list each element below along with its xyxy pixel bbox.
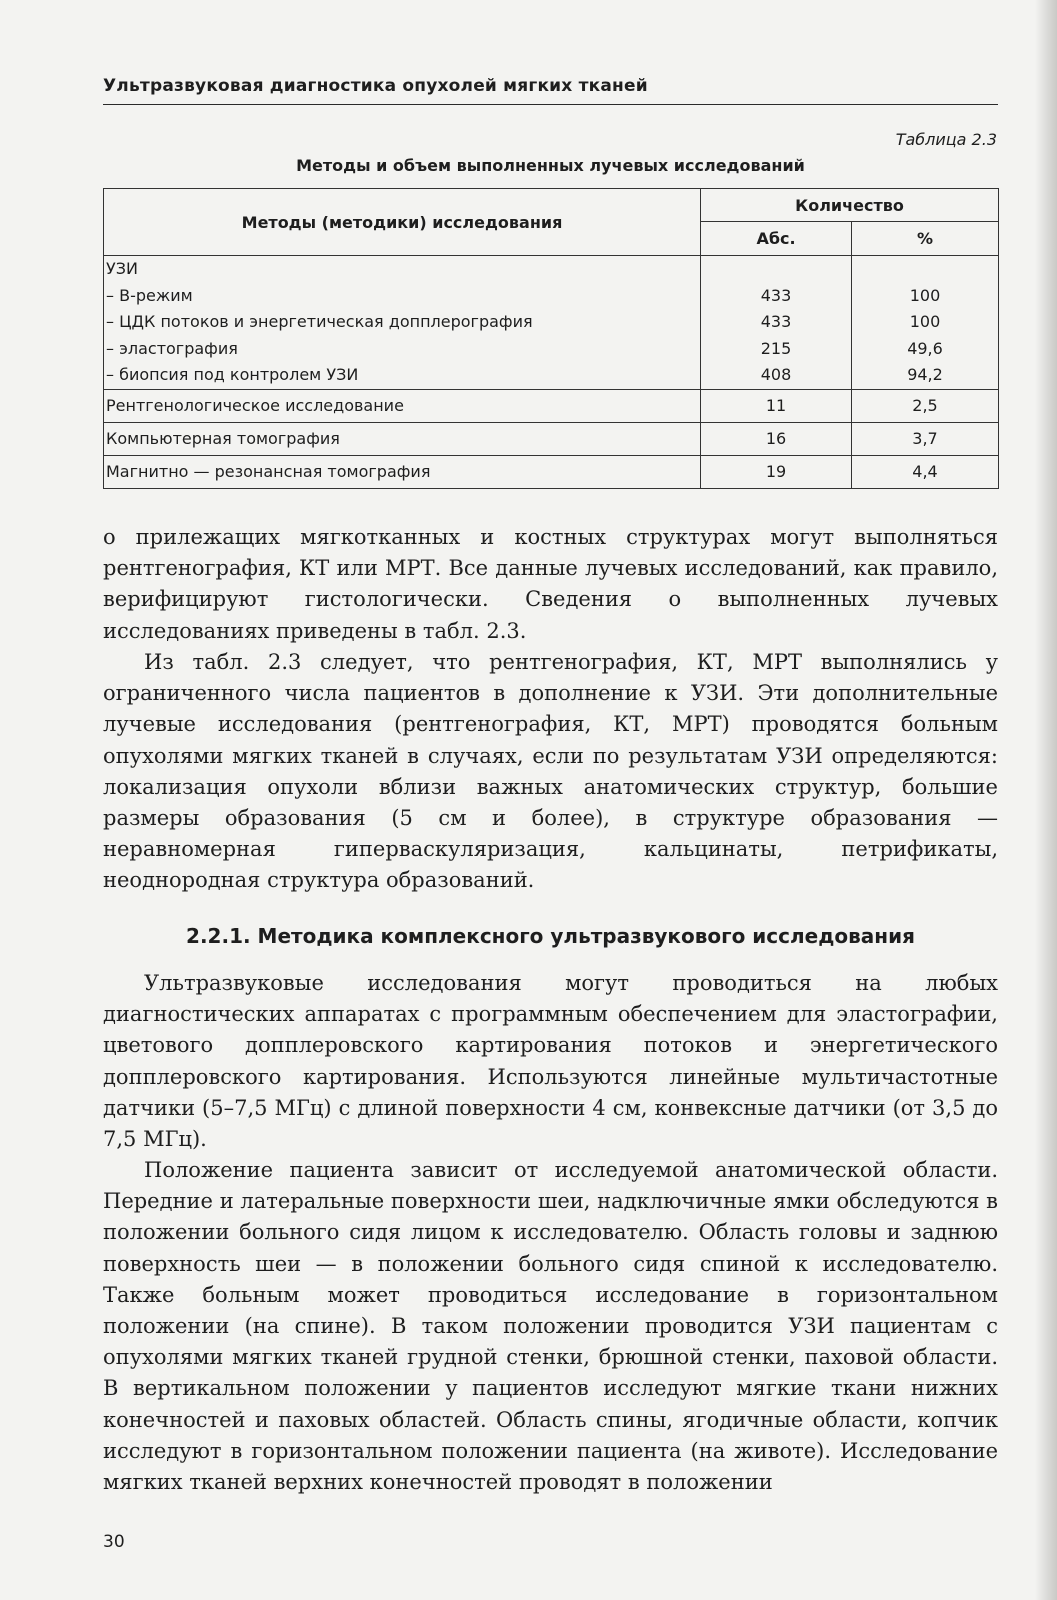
abs-cell: 19 (701, 455, 852, 488)
paragraph-continuation: о прилежащих мягкотканных и костных структурах могут выполняться рентгенография, КТ или МРТ. Все данные лучевых исследований, как правило, верифицируют гистологически. Сведения о выполненных лучевых исследованиях приведены в табл. 2.3. (103, 525, 998, 643)
table-row (104, 389, 999, 422)
running-head: Ультразвуковая диагностика опухолей мягких тканей (103, 76, 648, 96)
paragraph: Положение пациента зависит от исследуемой анатомической области. Передние и латеральные поверхности шеи, надключичные ямки обследуются в положении больного сидя лицом к исследователю. Область головы и заднюю поверхность шеи — в положении больного сидя спиной к исследователю. Также больным может проводиться исследование в горизонтальном положении (на спине). В таком положении проводится УЗИ пациентам с опухолями мягких тканей грудной стенки, брюшной стенки, паховой области. В вертикальном положении у пациентов исследуют мягкие ткани нижних конечностей и паховых областей. Область спины, ягодичные области, копчик исследуют в горизонтальном положении пациента (на животе). Исследование мягких тканей верхних конечностей проводят в положении (103, 1158, 998, 1495)
method-cell: Магнитно — резонансная томография (104, 455, 701, 488)
uzi-group-label: УЗИ (106, 259, 138, 278)
uzi-methods-cell (104, 256, 701, 390)
header-abs: Абс. (701, 222, 852, 256)
page-edge-shadow (1035, 0, 1057, 1600)
header-quantity: Количество (701, 189, 999, 222)
abs-cell: 11 (701, 389, 852, 422)
uzi-abs: 215 (760, 338, 792, 358)
table-row-uzi (104, 256, 999, 390)
uzi-abs: 433 (760, 312, 792, 332)
uzi-percent: 100 (909, 285, 941, 305)
uzi-method: – эластография (106, 338, 238, 358)
uzi-percent: 49,6 (907, 338, 943, 358)
uzi-method: – биопсия под контролем УЗИ (106, 365, 359, 385)
methods-table (103, 188, 999, 489)
header-rule (103, 104, 998, 105)
table-row (104, 455, 999, 488)
uzi-abs: 408 (760, 365, 792, 385)
section-heading: 2.2.1. Методика комплексного ультразвукового исследования (186, 924, 915, 948)
paragraph: Из табл. 2.3 следует, что рентгенография, КТ, МРТ выполнялись у ограниченного числа пациентов в дополнение к УЗИ. Эти дополнительные лучевые исследования (рентгенография, КТ, МРТ) проводятся больным опухолями мягких тканей в случаях, если по результатам УЗИ определяются: локализация опухоли вблизи важных анатомических структур, большие размеры образования (5 см и более), в структуре образования — неравномерная гиперваскуляризация, кальцинаты, петрификаты, неоднородная структура образований. (103, 650, 998, 893)
abs-cell: 16 (701, 422, 852, 455)
percent-cell: 2,5 (852, 389, 999, 422)
uzi-method: – ЦДК потоков и энергетическая допплерография (106, 312, 533, 332)
table-title: Методы и объем выполненных лучевых исследований (296, 156, 805, 175)
uzi-abs: 433 (760, 285, 792, 305)
header-method: Методы (методики) исследования (104, 189, 701, 256)
uzi-percent: 100 (909, 312, 941, 332)
table-row (104, 422, 999, 455)
uzi-percent-cell (852, 256, 999, 390)
header-percent: % (852, 222, 999, 256)
uzi-method: – B-режим (106, 285, 193, 305)
paragraph: Ультразвуковые исследования могут проводиться на любых диагностических аппаратах с программным обеспечением для эластографии, цветового допплеровского картирования потоков и энергетического допплеровского картирования. Используются линейные мультичастотные датчики (5–7,5 МГц) с длиной поверхности 4 см, конвексные датчики (от 3,5 до 7,5 МГц). (103, 971, 998, 1152)
uzi-abs-cell (701, 256, 852, 390)
method-cell: Компьютерная томография (104, 422, 701, 455)
percent-cell: 4,4 (852, 455, 999, 488)
percent-cell: 3,7 (852, 422, 999, 455)
uzi-percent: 94,2 (907, 365, 943, 385)
page-number: 30 (103, 1532, 125, 1552)
method-cell: Рентгенологическое исследование (104, 389, 701, 422)
table-number: Таблица 2.3 (895, 130, 997, 149)
